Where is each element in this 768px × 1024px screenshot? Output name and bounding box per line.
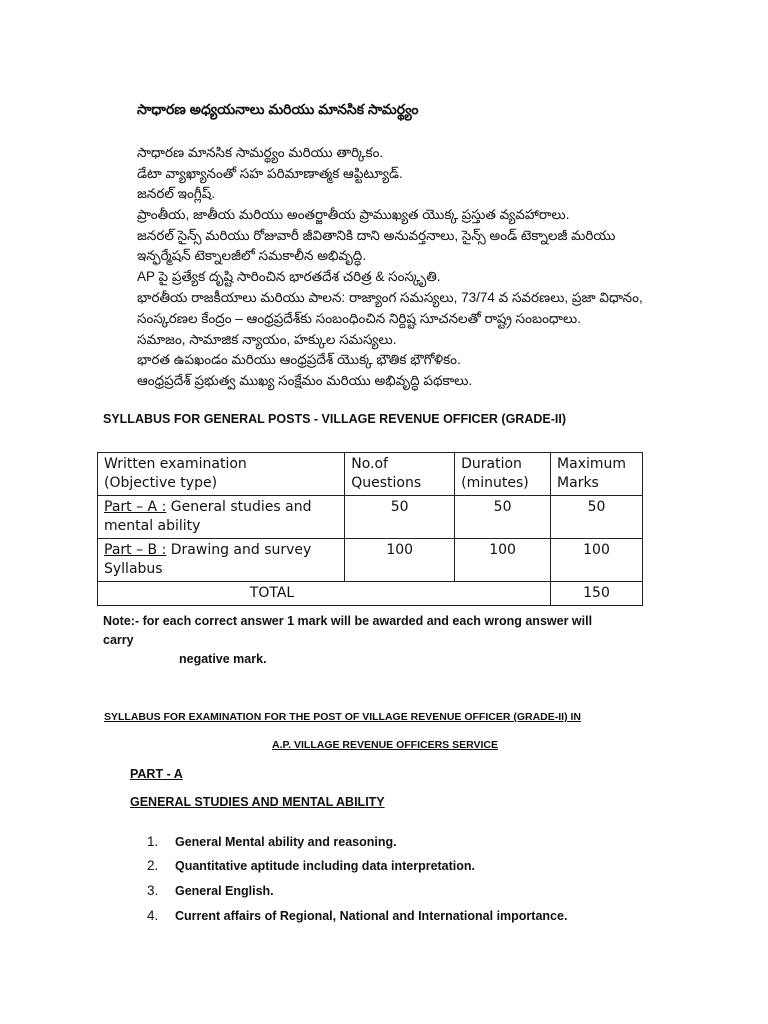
exam-heading-line2: A.P. VILLAGE REVENUE OFFICERS SERVICE <box>272 739 498 751</box>
list-item-text: General Mental ability and reasoning. <box>175 835 397 849</box>
list-item <box>147 834 397 849</box>
list-item-text: Quantitative aptitude including data interpretation. <box>175 859 476 873</box>
list-item-number: 1. <box>147 834 159 849</box>
row-part-label: Part – A : <box>104 499 167 515</box>
header-col3-line2: (minutes) <box>461 475 529 491</box>
exam-table <box>97 452 643 606</box>
header-col4-line1: Maximum <box>557 456 627 472</box>
table-total-row <box>98 582 643 606</box>
telugu-line: భారతీయ రాజకీయాలు మరియు పాలన: రాజ్యాంగ సమస్యలు, 73/74 వ సవరణలు, ప్రజా విధానం, <box>137 290 643 305</box>
header-written-examination <box>98 453 345 496</box>
part-a-title: GENERAL STUDIES AND MENTAL ABILITY <box>130 795 385 809</box>
row-subject-line1: General studies and <box>170 499 312 515</box>
row-marks: 50 <box>551 496 643 539</box>
telugu-line: సాధారణ మానసిక సామర్థ్యం మరియు తార్కికం. <box>137 145 384 160</box>
row-part-label: Part – B : <box>104 542 167 558</box>
list-item-text: General English. <box>175 884 274 898</box>
header-col1-line2: (Objective type) <box>104 475 218 491</box>
row-subject-cell <box>98 539 345 582</box>
table-row <box>98 496 643 539</box>
note-line1: Note:- for each correct answer 1 mark will be awarded and each wrong answer will carry <box>103 614 593 647</box>
list-item <box>147 908 567 923</box>
list-item-number: 4. <box>147 908 159 923</box>
telugu-line: ప్రాంతీయ, జాతీయ మరియు అంతర్జాతీయ ప్రాముఖ్యత యొక్క ప్రస్తుత వ్యవహారాలు. <box>137 207 570 222</box>
telugu-line: ఇన్ఫర్మేషన్ టెక్నాలజీలో సమకాలీన అభివృద్ధి. <box>137 248 367 263</box>
list-item-number: 3. <box>147 883 159 898</box>
header-no-of-questions <box>345 453 455 496</box>
row-subject-line2: Syllabus <box>104 561 163 577</box>
row-subject-line2: mental ability <box>104 518 201 534</box>
list-item-number: 2. <box>147 858 159 873</box>
header-col1-line1: Written examination <box>104 456 247 472</box>
note <box>103 612 623 669</box>
total-marks: 150 <box>551 582 643 606</box>
header-maximum-marks <box>551 453 643 496</box>
note-line2: negative mark. <box>179 652 267 666</box>
row-duration: 50 <box>455 496 551 539</box>
telugu-line: AP పై ప్రత్యేక దృష్టి సారించిన భారతదేశ చరిత్ర & సంస్కృతి. <box>137 269 441 284</box>
telugu-line: జనరల్ ఇంగ్లీష్. <box>137 186 216 201</box>
row-subject-cell <box>98 496 345 539</box>
row-subject-line1: Drawing and survey <box>170 542 312 558</box>
header-duration <box>455 453 551 496</box>
syllabus-heading: SYLLABUS FOR GENERAL POSTS - VILLAGE REVENUE OFFICER (GRADE-II) <box>103 412 566 426</box>
header-col3-line1: Duration <box>461 456 522 472</box>
total-label: TOTAL <box>98 582 551 606</box>
telugu-line: ఆంధ్రప్రదేశ్ ప్రభుత్వ ముఖ్య సంక్షేమం మరియు అభివృద్ధి పథకాలు. <box>137 373 473 388</box>
list-item <box>147 883 274 898</box>
telugu-section-title: సాధారణ అధ్యయనాలు మరియు మానసిక సామర్థ్యం <box>137 101 419 117</box>
header-col2-line2: Questions <box>351 475 422 491</box>
telugu-line: సంస్కరణల కేంద్రం – ఆంధ్రప్రదేశ్‌కు సంబంధించిన నిర్దిష్ట సూచనలతో రాష్ట్ర సంబంధాలు. <box>137 311 581 326</box>
row-duration: 100 <box>455 539 551 582</box>
table-header-row <box>98 453 643 496</box>
table-row <box>98 539 643 582</box>
list-item <box>147 858 475 873</box>
part-a-label: PART - A <box>130 767 183 781</box>
row-questions: 100 <box>345 539 455 582</box>
telugu-line: సమాజం, సామాజిక న్యాయం, హక్కుల సమస్యలు. <box>137 332 397 347</box>
header-col4-line2: Marks <box>557 475 599 491</box>
row-questions: 50 <box>345 496 455 539</box>
header-col2-line1: No.of <box>351 456 388 472</box>
row-marks: 100 <box>551 539 643 582</box>
list-item-text: Current affairs of Regional, National and International importance. <box>175 909 568 923</box>
telugu-line: జనరల్ సైన్స్ మరియు రోజువారీ జీవితానికి దాని అనువర్తనాలు, సైన్స్ అండ్ టెక్నాలజీ మరియు <box>137 228 616 243</box>
exam-heading-line1: SYLLABUS FOR EXAMINATION FOR THE POST OF VILLAGE REVENUE OFFICER (GRADE-II) IN <box>104 711 581 723</box>
telugu-line: డేటా వ్యాఖ్యానంతో సహ పరిమాణాత్మక ఆప్టిట్యూడ్. <box>137 166 403 181</box>
telugu-line: భారత ఉపఖండం మరియు ఆంధ్రప్రదేశ్ యొక్క భౌతిక భౌగోళికం. <box>137 352 461 367</box>
